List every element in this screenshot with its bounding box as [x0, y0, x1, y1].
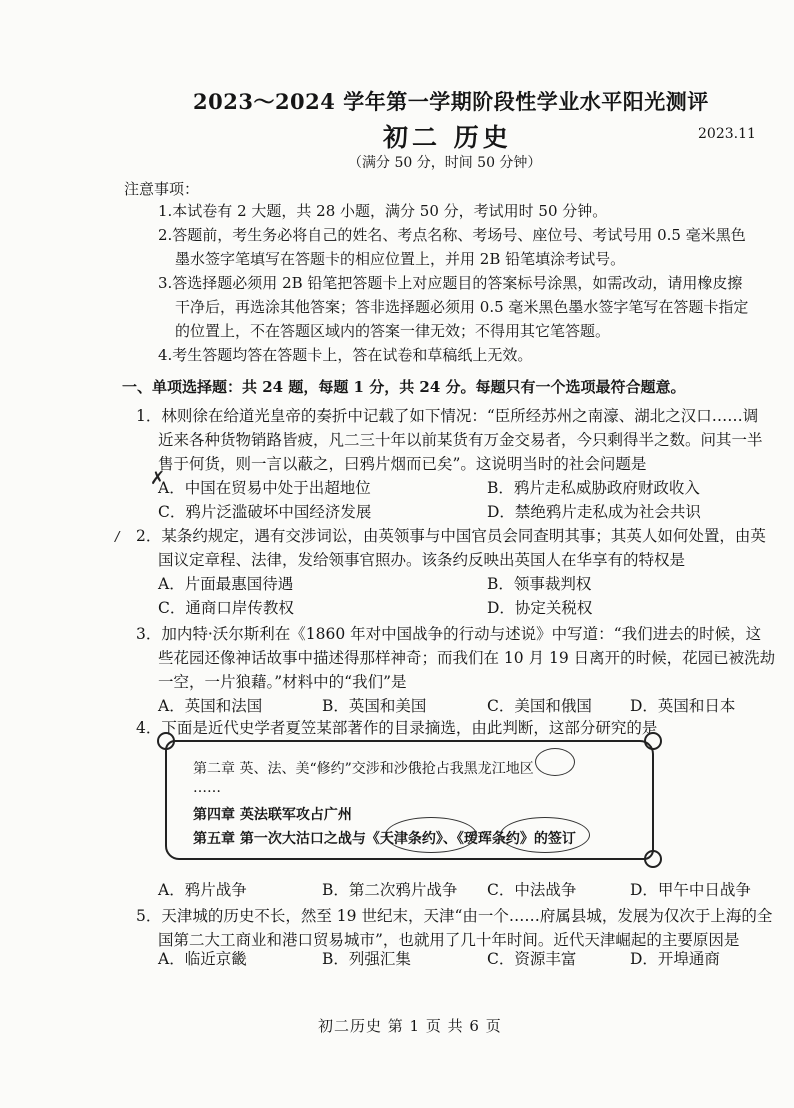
option-4a: A．鸦片战争 — [158, 881, 247, 899]
note-line: 3.答选择题必须用 2B 铅笔把答题卡上对应题目的答案标号涂黑，如需改动，请用橡皮擦 — [158, 274, 743, 292]
question-3-line: 些花园还像神话故事中描述得那样神奇；而我们在 10 月 19 日离开的时候，花园已被洗劫 — [158, 649, 776, 667]
exam-meta: （满分 50 分，时间 50 分钟） — [348, 155, 542, 171]
option-2c: C．通商口岸传教权 — [158, 599, 294, 617]
option-5a: A．临近京畿 — [158, 950, 247, 968]
option-2b: B．领事裁判权 — [487, 575, 592, 593]
option-5d: D．开埠通商 — [630, 950, 720, 968]
option-2a: A．片面最惠国待遇 — [158, 575, 294, 593]
option-1c: C．鸦片泛滥破坏中国经济发展 — [158, 503, 372, 521]
note-line: 2.答题前，考生务必将自己的姓名、考点名称、考场号、座位号、考试号用 0.5 毫米黑色 — [158, 226, 746, 244]
question-1-line: 1．林则徐在给道光皇帝的奏折中记载了如下情况：“臣所经苏州之南濠、湖北之汉口……调 — [136, 407, 759, 425]
option-3b: B．英国和美国 — [322, 697, 427, 715]
question-3-line: 3．加内特·沃尔斯利在《1860 年对中国战争的行动与述说》中写道：“我们进去的时候，这 — [136, 625, 762, 643]
option-1a: A．中国在贸易中处于出超地位 — [158, 479, 371, 497]
option-1d: D．禁绝鸦片走私成为社会共识 — [487, 503, 701, 521]
toc-line: 第四章 英法联军攻占广州 — [193, 807, 352, 823]
section-heading: 一、单项选择题：共 24 题，每题 1 分，共 24 分。每题只有一个选项最符合题意。 — [122, 378, 686, 396]
note-line: 干净后，再选涂其他答案；答非选择题必须用 0.5 毫米黑色墨水签字笔写在答题卡指定 — [175, 298, 749, 316]
question-5-line: 国第二大工商业和港口贸易城市”，也就用了几十年时间。近代天津崛起的主要原因是 — [158, 931, 740, 949]
option-3d: D．英国和日本 — [630, 697, 736, 715]
option-5c: C．资源丰富 — [487, 950, 577, 968]
option-1b: B．鸦片走私威胁政府财政收入 — [487, 479, 700, 497]
handwritten-circle — [500, 817, 590, 853]
scroll-curl-icon — [157, 732, 175, 750]
toc-line: 第二章 英、法、美“修约”交涉和沙俄抢占我黑龙江地区 — [193, 761, 534, 777]
notes-heading: 注意事项： — [124, 180, 200, 198]
note-line: 1.本试卷有 2 大题，共 28 小题，满分 50 分，考试用时 50 分钟。 — [158, 202, 608, 220]
handwritten-circle — [535, 748, 575, 776]
toc-line: …… — [193, 780, 221, 796]
question-2-line: 国议定章程、法律，发给领事官照办。该条约反映出英国人在华享有的特权是 — [158, 551, 686, 569]
option-4c: C．中法战争 — [487, 881, 577, 899]
option-4b: B．第二次鸦片战争 — [322, 881, 458, 899]
note-line: 的位置上，不在答题区域内的答案一律无效；不得用其它笔答题。 — [175, 322, 611, 340]
handwritten-tick-mark: / — [115, 530, 120, 545]
option-4d: D．甲午中日战争 — [630, 881, 751, 899]
option-3a: A．英国和法国 — [158, 697, 263, 715]
question-4-line: 4．下面是近代史学者夏笠某部著作的目录摘选，由此判断，这部分研究的是 — [136, 719, 658, 737]
question-2-line: 2．某条约规定，遇有交涉词讼，由英领事与中国官员会同查明其事；其英人如何处置，由英 — [136, 527, 766, 545]
exam-title: 2023～2024 学年第一学期阶段性学业水平阳光测评 — [193, 89, 709, 114]
question-3-line: 一空，一片狼藉。”材料中的“我们”是 — [158, 673, 407, 691]
page-footer: 初二历史 第 1 页 共 6 页 — [318, 1017, 502, 1035]
toc-line: 第五章 第一次大沽口之战与《天津条约》、《瑷珲条约》的签订 — [193, 831, 576, 847]
exam-subject: 初二 历史 — [383, 123, 512, 152]
exam-date: 2023.11 — [698, 126, 756, 142]
note-line: 4.考生答题均答在答题卡上，答在试卷和草稿纸上无效。 — [158, 346, 533, 364]
scroll-curl-icon — [644, 850, 662, 868]
option-5b: B．列强汇集 — [322, 950, 411, 968]
question-1-line: 售于何货，则一言以蔽之，曰鸦片烟而已矣”。这说明当时的社会问题是 — [158, 455, 647, 473]
option-2d: D．协定关税权 — [487, 599, 593, 617]
handwritten-circle — [385, 817, 477, 853]
scroll-curl-icon — [644, 732, 662, 750]
question-5-line: 5．天津城的历史不长，然至 19 世纪末，天津“由一个……府属县城，发展为仅次于上海的全 — [136, 907, 773, 925]
option-3c: C．美国和俄国 — [487, 697, 592, 715]
question-1-line: 近来各种货物销路皆疲，凡二三十年以前某货有万金交易者，今只剩得半之数。问其一半 — [158, 431, 763, 449]
note-line: 墨水签字笔填写在答题卡的相应位置上，并用 2B 铅笔填涂考试号。 — [175, 250, 626, 268]
handwritten-check-mark: ✗ — [150, 468, 166, 489]
